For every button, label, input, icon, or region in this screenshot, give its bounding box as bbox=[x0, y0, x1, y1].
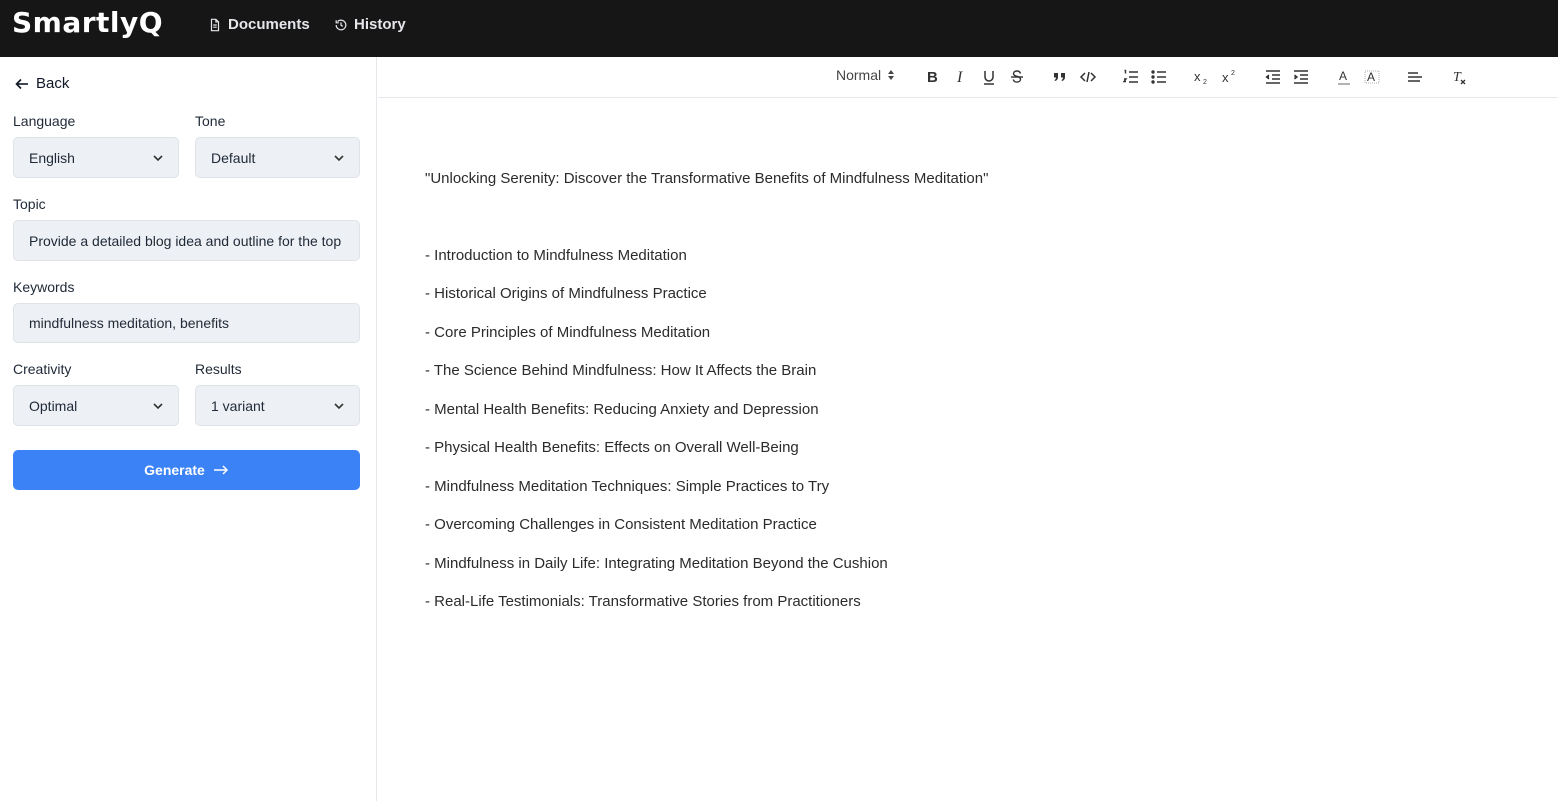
editor-line: - Core Principles of Mindfulness Meditation bbox=[425, 324, 711, 341]
nav-documents-label: Documents bbox=[228, 16, 310, 33]
highlight-icon bbox=[1363, 68, 1381, 86]
svg-text:T: T bbox=[1453, 70, 1461, 85]
editor-line: - Historical Origins of Mindfulness Practice bbox=[425, 285, 707, 302]
bullet-list-button[interactable] bbox=[1150, 67, 1168, 87]
results-value: 1 variant bbox=[211, 397, 265, 414]
editor-line: - Physical Health Benefits: Effects on Overall Well-Being bbox=[425, 439, 799, 456]
arrow-left-icon bbox=[14, 76, 30, 92]
bold-icon bbox=[924, 68, 942, 86]
language-select[interactable] bbox=[13, 137, 179, 178]
ordered-list-icon bbox=[1122, 68, 1140, 86]
svg-text:A: A bbox=[1339, 69, 1348, 83]
updown-icon bbox=[887, 69, 895, 81]
editor-line: - Mental Health Benefits: Reducing Anxiety and Depression bbox=[425, 401, 819, 418]
chevron-down-icon bbox=[333, 400, 345, 412]
superscript-icon bbox=[1221, 68, 1239, 86]
heading-style-value: Normal bbox=[836, 67, 882, 83]
underline-button[interactable] bbox=[980, 67, 998, 87]
editor-line: - Real-Life Testimonials: Transformative Stories from Practitioners bbox=[425, 593, 861, 610]
superscript-button[interactable] bbox=[1221, 67, 1239, 87]
creativity-label: Creativity bbox=[13, 361, 72, 377]
editor-line: - The Science Behind Mindfulness: How It Affects the Brain bbox=[425, 362, 817, 379]
keywords-input[interactable] bbox=[13, 303, 360, 343]
svg-text:x: x bbox=[1222, 70, 1229, 85]
svg-text:2: 2 bbox=[1203, 79, 1207, 86]
clear-format-icon bbox=[1450, 68, 1468, 86]
editor-line: - Mindfulness Meditation Techniques: Simple Practices to Try bbox=[425, 478, 830, 495]
svg-text:x: x bbox=[1194, 69, 1201, 84]
topic-value: Provide a detailed blog idea and outline for the top bbox=[29, 232, 342, 249]
language-value: English bbox=[29, 149, 75, 166]
editor-toolbar bbox=[378, 57, 1558, 98]
tone-label: Tone bbox=[195, 113, 226, 129]
tone-select[interactable] bbox=[195, 137, 360, 178]
keywords-value: mindfulness meditation, benefits bbox=[29, 315, 229, 331]
clear-format-button[interactable] bbox=[1450, 67, 1468, 87]
subscript-button[interactable] bbox=[1193, 67, 1211, 87]
underline-icon bbox=[980, 68, 998, 86]
align-button[interactable] bbox=[1406, 67, 1424, 87]
svg-text:2: 2 bbox=[1231, 70, 1235, 77]
back-label: Back bbox=[36, 75, 70, 92]
svg-text:A: A bbox=[1367, 70, 1376, 84]
nav-documents[interactable] bbox=[208, 16, 310, 33]
italic-button[interactable] bbox=[952, 67, 970, 87]
editor-line: - Mindfulness in Daily Life: Integrating Meditation Beyond the Cushion bbox=[425, 555, 888, 572]
topic-label: Topic bbox=[13, 196, 46, 212]
history-icon bbox=[334, 18, 348, 32]
svg-text:I: I bbox=[957, 69, 963, 86]
generate-label: Generate bbox=[144, 462, 205, 478]
back-button[interactable] bbox=[14, 75, 69, 92]
align-icon bbox=[1406, 68, 1424, 86]
creativity-value: Optimal bbox=[29, 397, 78, 414]
text-color-icon bbox=[1335, 68, 1353, 86]
nav-history[interactable] bbox=[334, 16, 406, 33]
highlight-button[interactable] bbox=[1363, 67, 1381, 87]
topic-input[interactable] bbox=[13, 220, 360, 261]
italic-icon bbox=[952, 68, 970, 86]
outdent-button[interactable] bbox=[1264, 67, 1282, 87]
heading-style-select[interactable] bbox=[836, 67, 895, 83]
subscript-icon bbox=[1193, 68, 1211, 86]
chevron-down-icon bbox=[152, 152, 164, 164]
generate-button[interactable] bbox=[13, 450, 360, 490]
strikethrough-icon bbox=[1008, 68, 1026, 86]
chevron-down-icon bbox=[152, 400, 164, 412]
indent-button[interactable] bbox=[1292, 67, 1310, 87]
editor-line: - Introduction to Mindfulness Meditation bbox=[425, 247, 687, 264]
code-button[interactable] bbox=[1079, 67, 1097, 87]
blockquote-icon bbox=[1051, 68, 1069, 86]
strikethrough-button[interactable] bbox=[1008, 67, 1026, 87]
code-icon bbox=[1079, 68, 1097, 86]
top-bar bbox=[0, 0, 1558, 57]
language-label: Language bbox=[13, 113, 76, 129]
creativity-select[interactable] bbox=[13, 385, 179, 426]
results-select[interactable] bbox=[195, 385, 360, 426]
tone-value: Default bbox=[211, 149, 256, 166]
chevron-down-icon bbox=[333, 152, 345, 164]
indent-icon bbox=[1292, 68, 1310, 86]
results-label: Results bbox=[195, 361, 242, 377]
editor-line: - Overcoming Challenges in Consistent Meditation Practice bbox=[425, 516, 817, 533]
arrow-right-icon bbox=[213, 464, 229, 476]
svg-text:B: B bbox=[927, 69, 938, 86]
editor-title-line: "Unlocking Serenity: Discover the Transformative Benefits of Mindfulness Meditation" bbox=[425, 170, 989, 187]
text-color-button[interactable] bbox=[1335, 67, 1353, 87]
bold-button[interactable] bbox=[924, 67, 942, 87]
logo[interactable]: SmartlyQ bbox=[12, 6, 164, 39]
blockquote-button[interactable] bbox=[1051, 67, 1069, 87]
nav-history-label: History bbox=[354, 16, 406, 33]
bullet-list-icon bbox=[1150, 68, 1168, 86]
keywords-label: Keywords bbox=[13, 279, 75, 295]
form-panel bbox=[0, 57, 377, 801]
ordered-list-button[interactable] bbox=[1122, 67, 1140, 87]
document-icon bbox=[208, 18, 222, 32]
outdent-icon bbox=[1264, 68, 1282, 86]
